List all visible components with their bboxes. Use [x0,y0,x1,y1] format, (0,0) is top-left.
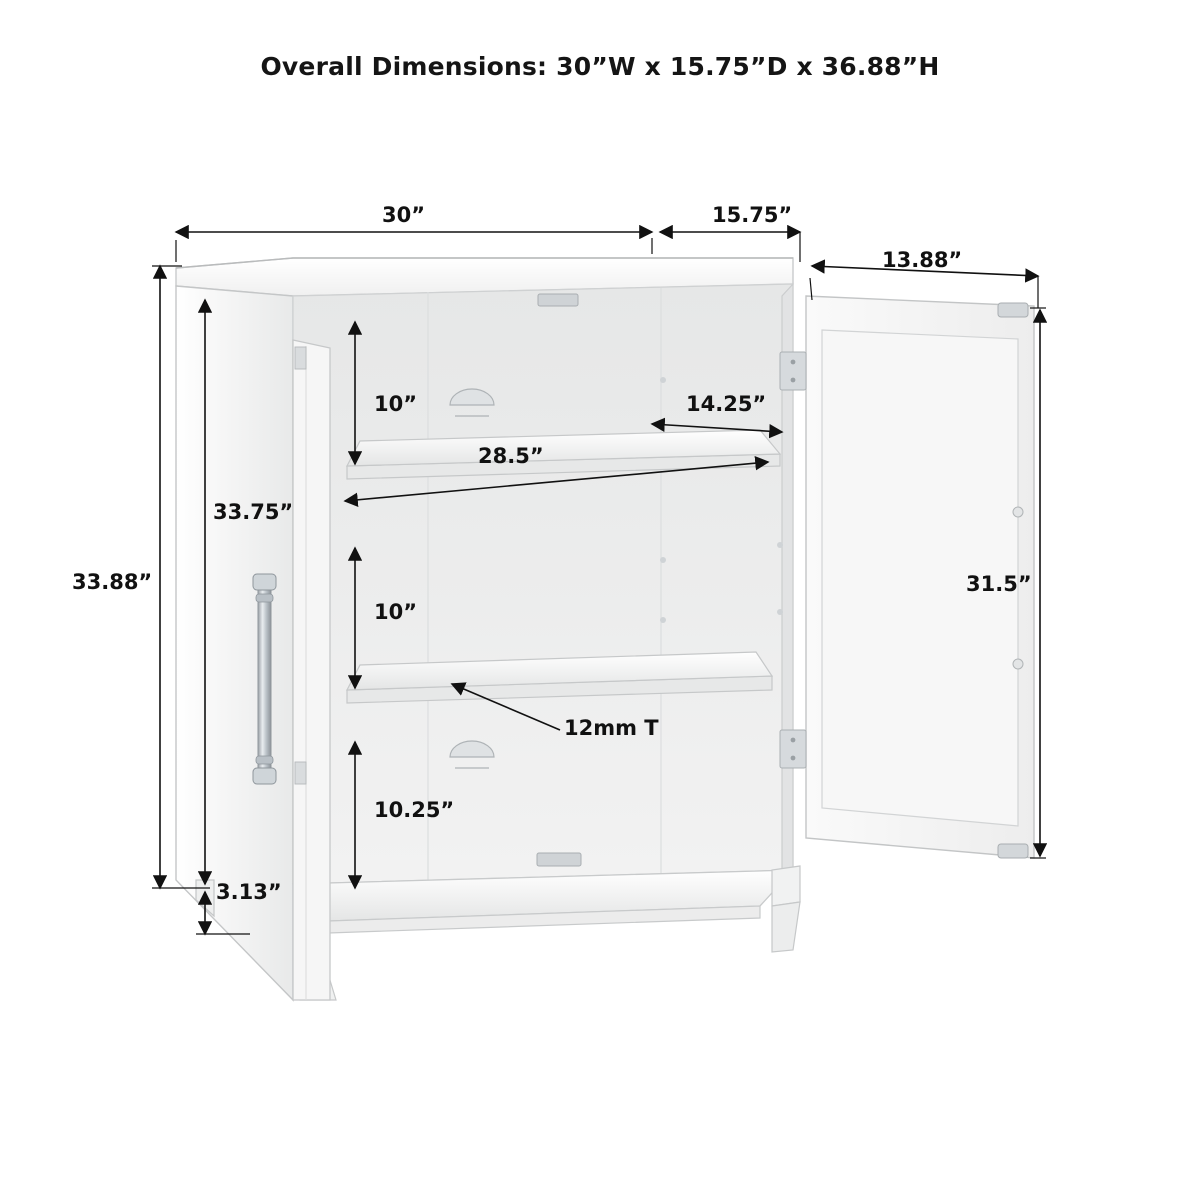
dim-bottom-height: 10.25” [374,798,455,822]
dim-door-height: 31.5” [966,572,1032,596]
dim-width-top: 30” [382,203,426,227]
dim-depth-top: 15.75” [712,203,793,227]
dim-leg-height: 3.13” [216,880,282,904]
dim-shelf-width: 28.5” [478,444,544,468]
cabinet-left-door-open [293,340,330,1000]
dim-shelf-depth: 14.25” [686,392,767,416]
dim-top-shelf-height: 10” [374,392,418,416]
dim-panel-thickness: 12mm T [564,716,659,740]
page-title: Overall Dimensions: 30”W x 15.75”D x 36.88”H [260,52,940,81]
cabinet-interior-back [293,284,793,884]
dim-overall-height: 33.88” [72,570,153,594]
dim-interior-height: 33.75” [213,500,294,524]
dim-door-width: 13.88” [882,248,963,272]
dim-mid-shelf-height: 10” [374,600,418,624]
